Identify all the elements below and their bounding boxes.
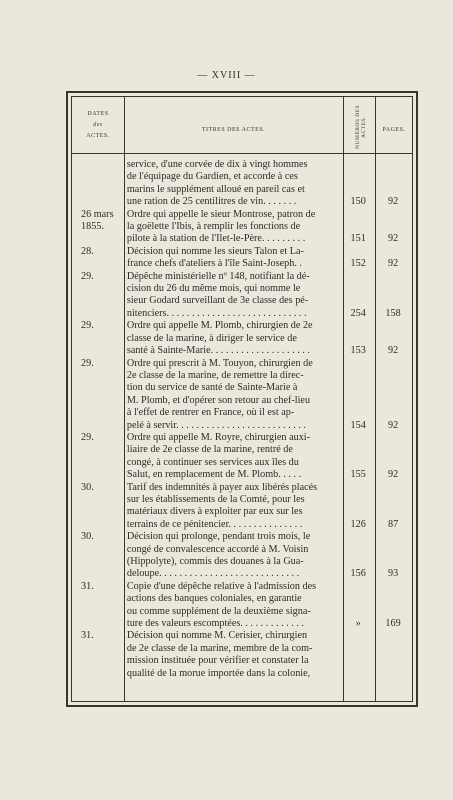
act-date: 28.: [81, 245, 94, 257]
act-number: 156: [350, 568, 366, 580]
act-title-line: sieur Godard surveillant de 3e classe des pé-: [126, 295, 309, 307]
act-title-line: Dépêche ministérielle nº 148, notifiant la dé-: [126, 270, 310, 282]
act-number: 254: [350, 307, 366, 319]
act-date: [72, 159, 124, 209]
act-title: [124, 630, 342, 680]
act-title-line: une ration de 25 centilitres de vin. . . . . . .: [126, 196, 297, 208]
table-row: [72, 209, 412, 246]
table-row: [72, 246, 412, 271]
act-title-line: actions des banques coloniales, en garantie: [126, 593, 302, 605]
act-number: 152: [350, 258, 366, 270]
act-title: [124, 246, 342, 271]
table-body: [72, 159, 412, 680]
table-row: [72, 432, 412, 482]
act-page: 92: [387, 345, 399, 357]
act-date: 26 mars 1855.: [81, 208, 114, 233]
act-number: »: [355, 618, 361, 630]
header-numbers: NUMÉROS DES ACTES.: [355, 104, 367, 150]
act-page: 169: [385, 618, 401, 630]
act-title-line: M. Plomb, et d'opérer son retour au chef-lieu: [126, 394, 311, 406]
act-number: 153: [350, 345, 366, 357]
act-title-line: Ordre qui appelle M. Plomb, chirurgien de 2e: [126, 320, 313, 332]
act-title: [124, 581, 342, 631]
table-inner-border: [71, 96, 413, 702]
act-page: 92: [387, 469, 399, 481]
act-title-line: Tarif des indemnités à payer aux libérés placés: [126, 481, 318, 493]
table-row: [72, 482, 412, 532]
table-row: [72, 320, 412, 357]
act-title-line: Salut, en remplacement de M. Plomb. . . . .: [126, 469, 302, 481]
act-title-line: congé, à continuer ses services aux îles du: [126, 456, 299, 468]
act-title-line: mission instituée pour vérifier et constater la: [126, 655, 309, 667]
act-title-line: Décision qui prolonge, pendant trois mois, le: [126, 531, 311, 543]
act-title-line: pelé à servir. . . . . . . . . . . . . . . . . . . . . . . . . .: [126, 419, 306, 431]
header-divider: [72, 153, 412, 154]
act-date: 29.: [81, 431, 94, 443]
act-title-line: service, d'une corvée de dix à vingt hommes: [126, 159, 308, 170]
act-title-line: à l'effet de rentrer en France, où il est ap-: [126, 407, 295, 419]
act-number: 154: [350, 419, 366, 431]
act-title-line: Décision qui nomme M. Cerisier, chirurgien: [126, 630, 308, 642]
page-label: — XVIII —: [197, 70, 256, 81]
act-number: 155: [350, 469, 366, 481]
act-title-line: de l'équipage du Gardien, et accorde à ces: [126, 171, 298, 183]
act-title-line: deloupe. . . . . . . . . . . . . . . . . . . . . . . . . . . .: [126, 568, 300, 580]
act-title-line: pilote à la station de l'Ilet-le-Père. . . . . . . . .: [126, 233, 306, 245]
act-date: 31.: [81, 580, 94, 592]
table-row: [72, 159, 412, 209]
act-title-line: Ordre qui appelle le sieur Montrose, patron de: [126, 208, 316, 220]
act-title-line: france chefs d'ateliers à l'île Saint-Joseph. .: [126, 258, 302, 270]
act-title-line: nitenciers. . . . . . . . . . . . . . . . . . . . . . . . . . . .: [126, 307, 307, 319]
act-page: 92: [387, 419, 399, 431]
table-row: [72, 630, 412, 680]
act-title: [124, 209, 342, 246]
act-title-line: de 2e classe de la marine, membre de la com-: [126, 642, 313, 654]
act-date: 31.: [81, 630, 94, 642]
act-title: [124, 531, 342, 581]
header-titles: TITRES DES ACTES.: [201, 127, 266, 133]
act-title: [124, 432, 342, 482]
table-row: [72, 531, 412, 581]
act-number: 150: [350, 196, 366, 208]
act-date: 29.: [81, 357, 94, 369]
act-date: 30.: [81, 531, 94, 543]
header-dates: DATES des ACTES.: [86, 111, 110, 139]
act-date: 29.: [81, 270, 94, 282]
act-title-line: ou comme supplément de la deuxième signa-: [126, 605, 311, 617]
act-title-line: Décision qui nomme les sieurs Talon et La-: [126, 245, 304, 257]
act-title: [124, 271, 342, 321]
act-date: 29.: [81, 320, 94, 332]
act-title: [124, 482, 342, 532]
act-title-line: Ordre qui appelle M. Royre, chirurgien auxi-: [126, 431, 311, 443]
act-title-line: Copie d'une dépêche relative à l'admission des: [126, 580, 317, 592]
act-title-line: cision du 26 du même mois, qui nomme le: [126, 283, 301, 295]
act-title-line: marins le supplément alloué en pareil cas et: [126, 183, 305, 195]
act-title-line: terrains de ce pénitencier. . . . . . . . . . . . . . .: [126, 518, 303, 530]
table-row: [72, 271, 412, 321]
table-row: [72, 581, 412, 631]
act-title-line: classe de la marine, à diriger le service de: [126, 332, 297, 344]
act-title-line: 2e classe de la marine, de remettre la direc-: [126, 369, 304, 381]
act-page: 93: [387, 568, 399, 580]
act-page: 92: [387, 196, 399, 208]
act-title-line: (Hippolyte), commis des douanes à la Gua-: [126, 556, 304, 567]
act-title-line: qualité de la morue importée dans la colonie,: [126, 667, 311, 679]
act-page: 92: [387, 258, 399, 270]
act-title-line: sur les établissements de la Comté, pour les: [126, 493, 305, 505]
act-title-line: la goëlette l'Ibis, à remplir les fonctions de: [126, 221, 301, 233]
acts-table: [66, 91, 418, 707]
act-title-line: congé de convalescence accordé à M. Voisin: [126, 543, 309, 555]
act-title: [124, 358, 342, 432]
act-number: 126: [350, 518, 366, 530]
act-title-line: ture des valeurs escomptées. . . . . . . . . . . . .: [126, 618, 304, 630]
act-page: 87: [387, 518, 399, 530]
act-title: [124, 159, 342, 209]
act-title-line: matériaux divers à exploiter par eux sur les: [126, 506, 303, 518]
act-page: 92: [387, 233, 399, 245]
act-title-line: liaire de 2e classe de la marine, rentré de: [126, 444, 293, 456]
header-pages: PAGES.: [382, 127, 406, 133]
act-page: 158: [385, 307, 401, 319]
act-title-line: santé à Sainte-Marie. . . . . . . . . . . . . . . . . . . .: [126, 345, 310, 357]
table-row: [72, 358, 412, 432]
act-number: 151: [350, 233, 366, 245]
act-date: 30.: [81, 481, 94, 493]
act-title: [124, 320, 342, 357]
act-title-line: tion du service de santé de Sainte-Marie à: [126, 382, 298, 394]
act-title-line: Ordre qui prescrit à M. Touyon, chirurgien de: [126, 357, 313, 369]
